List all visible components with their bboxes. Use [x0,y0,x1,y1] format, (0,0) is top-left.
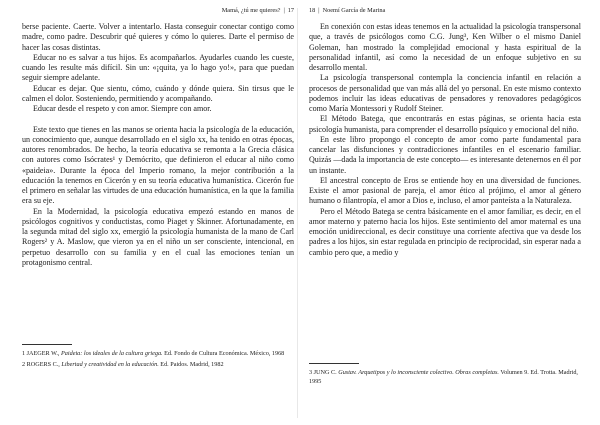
footnote-number: 1 [22,350,26,357]
paragraph: En la Modernidad, la psicología educativa empezó estando en manos de psicólogos cognitivos y conductistas, como Piaget y Skinner. Afortunadamente, en la segunda mitad del siglo xx, emergió la psicología humanista de la mano de Carl Rogers² y A. Maslow, que vieron ya en el niño un ser consciente, intencional, en perpetuo desarrollo con su familia y en el cual las emociones tenían un protagonismo central. [22,206,294,267]
paragraph: Este texto que tienes en las manos se orienta hacia la psicología de la educación, un conocimiento que, aunque desarrollado en el siglo xx, ha tenido en otras épocas, autores renombrados. De hecho, la teoría educativa se remonta a la Grecia clásica con autores como Isócrates¹ y Demócrito, que definieron el educar al niño como «paideia». Durante la época del Imperio romano, la mejor contribución a la educación la tenemos en Cicerón y en su teoría educativa humanística. Cicerón fue el primero en señalar las virtudes de una educación humanística, en la que la familia era su eje. [22,124,294,206]
footnote-rest: Ed. Paidos. Madrid, 1982 [160,361,224,369]
footnote [309,368,581,386]
footnote-title: Libertad y creatividad en la educación. [61,361,159,369]
footnote-number: 3 [309,369,313,376]
header-separator: | [318,7,320,14]
body-text [22,22,294,268]
footnote-rest: Ed. Fondo de Cultura Económica. México, 1968 [164,350,285,357]
right-page [309,0,581,425]
footnote-rule [309,363,359,364]
footnote-title: Paideia: los ideales de la cultura griega. [61,350,163,357]
page-number: 17 [287,7,294,14]
page-number: 18 [309,7,316,14]
footnote-number: 2 [22,361,26,369]
header-author: Noemí García de Marina [322,7,386,14]
footnotes [309,368,581,388]
footnote [22,349,294,358]
paragraph: Educar desde el respeto y con amor. Siempre con amor. [33,104,212,113]
left-page [22,0,294,425]
footnote-rest: Volumen 9. Ed. Trotta. Madrid, 1995 [309,369,578,386]
paragraph: El ancestral concepto de Eros se entiende hoy en una diversidad de funciones. Existe el amor pasional de pareja, el amor ético al prójimo, el amor al género humano o filantropía, el amor a Dios e, incluso, el amor panteísta a la Naturaleza. [309,175,581,206]
paragraph: berse paciente. Caerte. Volver a intentarlo. Hasta conseguir conectar contigo como madre, como padre. Descubrir qué quieres y cómo lo quieres. Darte el permiso de hacer las cosas distintas. [22,22,294,52]
paragraph: El Método Batega, que encontrarás en estas páginas, se orienta hacia esta psicología humanista, para comprender el desarrollo psíquico y emocional del niño. [309,114,581,134]
footnote-author: ROGERS C., [26,361,60,369]
paragraph: La psicología transpersonal contempla la conciencia infantil en relación a procesos de personalidad que van más allá del yo personal. En este mismo contexto podemos incluir las ideas educativas de pensadores y renovadores pedagógicos como María Montessori y Rudolf Steiner. [309,73,581,113]
footnote-title: Gustav. Arquetipos y lo inconsciente colectivo. Obras completas. [338,369,499,376]
paragraph: Educar no es salvar a tus hijos. Es acompañarlos. Ayudarles cuando les cueste, cuando les resulte más difícil. Sin un: «¡quita, ya lo hago yo!», para que puedan seguir siempre adelante. [22,52,294,83]
paragraph: Educar es dejar. Que sientu, cómo, cuándo y dónde quiera. Sin tirsus que le calmen el dolor. Sosteniendo, permitiendo y acompañando. [22,83,294,103]
footnote-rule [22,344,72,345]
body-text [309,22,581,258]
header-title: Mamá, ¿tú me quieres? [221,7,281,14]
footnote-author: JAEGER W., [26,350,60,357]
running-header [309,7,581,17]
footnote-author: JUNG C. [313,369,337,376]
header-separator: | [283,7,285,14]
paragraph: Pero el Método Batega se centra básicamente en el amor familiar, es decir, en el amor materno y paterno hacia los hijos. Este sentimiento del amor maternal es una emoción unidireccional, es decir constituye una corriente afectiva que va desde los padres a los hijos, sin estar regulada en principio de reciprocidad, sin esperar nada a cambio pero que, a medio y [309,206,581,257]
paragraph: En este libro propongo el concepto de amor como parte fundamental para cancelar las disfunciones y contradicciones infantiles en el escenario familiar. Quizás —dada la importancia de este concepto— es interesante detenernos en él por un instante. [309,134,581,175]
footnote [22,360,294,369]
footnotes [22,349,294,371]
paragraph: En conexión con estas ideas tenemos en la actualidad la psicología transpersonal que, a través de psicólogos como C.G. Jung³, Ken Wilber o el mismo Daniel Goleman, han mostrado la complejidad emocional y hasta espiritual de la personalidad infantil, así como la necesidad de un enfoque subjetivo en su desarrollo mental. [309,22,581,72]
gutter-divider [297,8,298,418]
running-header [22,7,294,17]
